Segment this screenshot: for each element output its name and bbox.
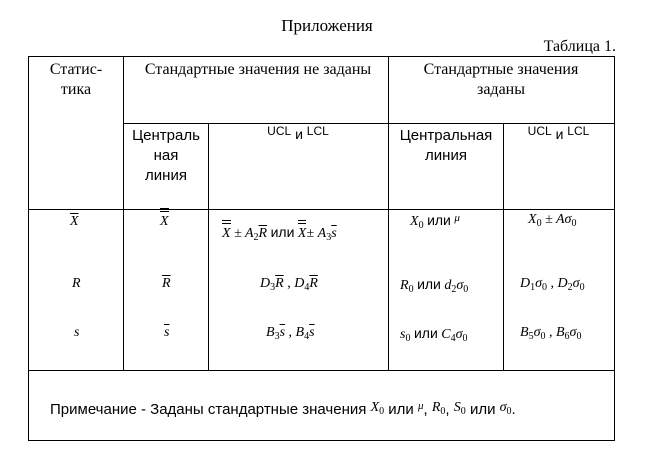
subheader-center-not-given: Централь ная линия (132, 127, 200, 184)
col-divider-2 (208, 123, 209, 371)
row-s-given-limits: $B_5\sigma_0$ , $B_6\sigma_0$ (520, 325, 582, 342)
body-divider (28, 209, 615, 210)
col-divider-3 (388, 56, 389, 371)
row-s-limits: $B_3\overline{s}$ , $B_4\overline{s}$ (266, 325, 315, 342)
row-x-center: X (160, 214, 169, 229)
row-r-stat: R (72, 276, 81, 291)
col-divider-1 (123, 56, 124, 371)
table-border-left (28, 56, 29, 441)
row-s-center: $\overline{s}$ (164, 325, 170, 340)
table-border-right (614, 56, 615, 441)
row-s-given-center: $s_0$ или $C_4\sigma_0$ (400, 325, 468, 344)
col-divider-4 (503, 123, 504, 371)
row-r-center: $\overline{R}$ (162, 276, 171, 291)
row-r-given-limits: $D_1\sigma_0$ , $D_2\sigma_0$ (520, 276, 585, 293)
table-border-top (28, 56, 615, 57)
header-given: Стандартные значения заданы (423, 61, 579, 98)
row-x-stat: $\overline{X}$ (70, 214, 79, 229)
header-statistic: Статис- тика (49, 61, 103, 98)
subheader-center-given: Центральная линия (399, 127, 493, 164)
table-number: Таблица 1. (543, 38, 616, 55)
row-x-given-limits: $X_0 \pm A\sigma_0$ (528, 212, 577, 229)
note-divider (28, 370, 615, 371)
header-not-given: Стандартные значения не заданы (144, 61, 372, 78)
row-x-limits: $X \pm A_2\overline{R}$ или $X\pm A_3\overline{s}$ (222, 224, 337, 243)
page-title: Приложения (281, 16, 373, 35)
row-x-given-center: $X_0$ или $^\mu$ (410, 212, 460, 231)
table-note: Примечание - Заданы стандартные значения $X_0$ или $^\mu$, $R_0$, $S_0$ или $\sigma_0$. (50, 400, 516, 418)
row-s-stat: s (74, 325, 80, 340)
row-r-given-center: $R_0$ или $d_2\sigma_0$ (400, 276, 469, 295)
subheader-limits-not-given: UCL и LCL (267, 124, 329, 142)
table-border-bottom (28, 440, 615, 441)
subheader-limits-given: UCL и LCL (527, 124, 590, 142)
row-r-limits: $D_3\overline{R}$ , $D_4\overline{R}$ (260, 276, 318, 293)
